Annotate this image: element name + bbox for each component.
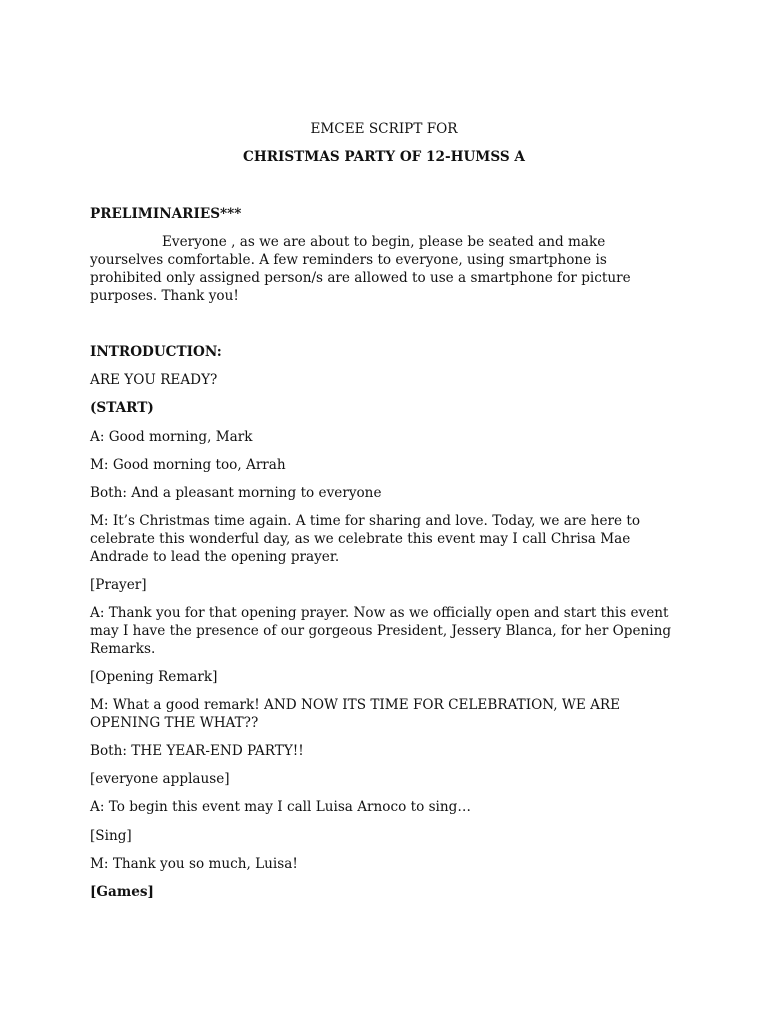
- preliminaries-heading: PRELIMINARIES***: [90, 206, 242, 222]
- script-lines: [90, 362, 676, 902]
- script-line: [Games]: [90, 883, 154, 900]
- script-line: A: To begin this event may I call Luisa Arnoco to sing…: [90, 799, 471, 816]
- script-line: M: Thank you so much, Luisa!: [90, 855, 298, 872]
- script-line: M: What a good remark! AND NOW ITS TIME FOR CELEBRATION, WE ARE OPENING THE WHAT??: [90, 697, 621, 731]
- script-line: Both: And a pleasant morning to everyone: [90, 484, 382, 501]
- preliminaries-paragraph: [90, 234, 676, 305]
- script-line: [Sing]: [90, 827, 132, 844]
- script-line: [Opening Remark]: [90, 668, 218, 685]
- preliminaries-text: Everyone , as we are about to begin, please be seated and make yourselves comfortable. A few reminders to everyone, using smartphone is prohibited only assigned person/s are allowed to use a smartphone for picture purposes. Thank you!: [90, 234, 631, 304]
- script-line: ARE YOU READY?: [90, 372, 218, 389]
- doc-title-line1: EMCEE SCRIPT FOR: [310, 121, 458, 137]
- script-line: A: Good morning, Mark: [90, 428, 253, 445]
- script-line: [Prayer]: [90, 576, 147, 593]
- script-line: Both: THE YEAR-END PARTY!!: [90, 743, 304, 760]
- script-line: A: Thank you for that opening prayer. Now as we officially open and start this event may I have the presence of our gorgeous President, Jessery Blanca, for her Opening Remarks.: [90, 605, 672, 657]
- introduction-heading: INTRODUCTION:: [90, 343, 222, 360]
- script-line: (START): [90, 400, 154, 417]
- doc-title-line2: CHRISTMAS PARTY OF 12-HUMSS A: [243, 149, 525, 165]
- script-line: [everyone applause]: [90, 771, 230, 788]
- script-line: M: It’s Christmas time again. A time for sharing and love. Today, we are here to celebrate this wonderful day, as we celebrate this event may I call Chrisa Mae Andrade to lead the opening prayer.: [90, 513, 641, 565]
- script-line: M: Good morning too, Arrah: [90, 456, 286, 473]
- doc-body: [90, 206, 676, 902]
